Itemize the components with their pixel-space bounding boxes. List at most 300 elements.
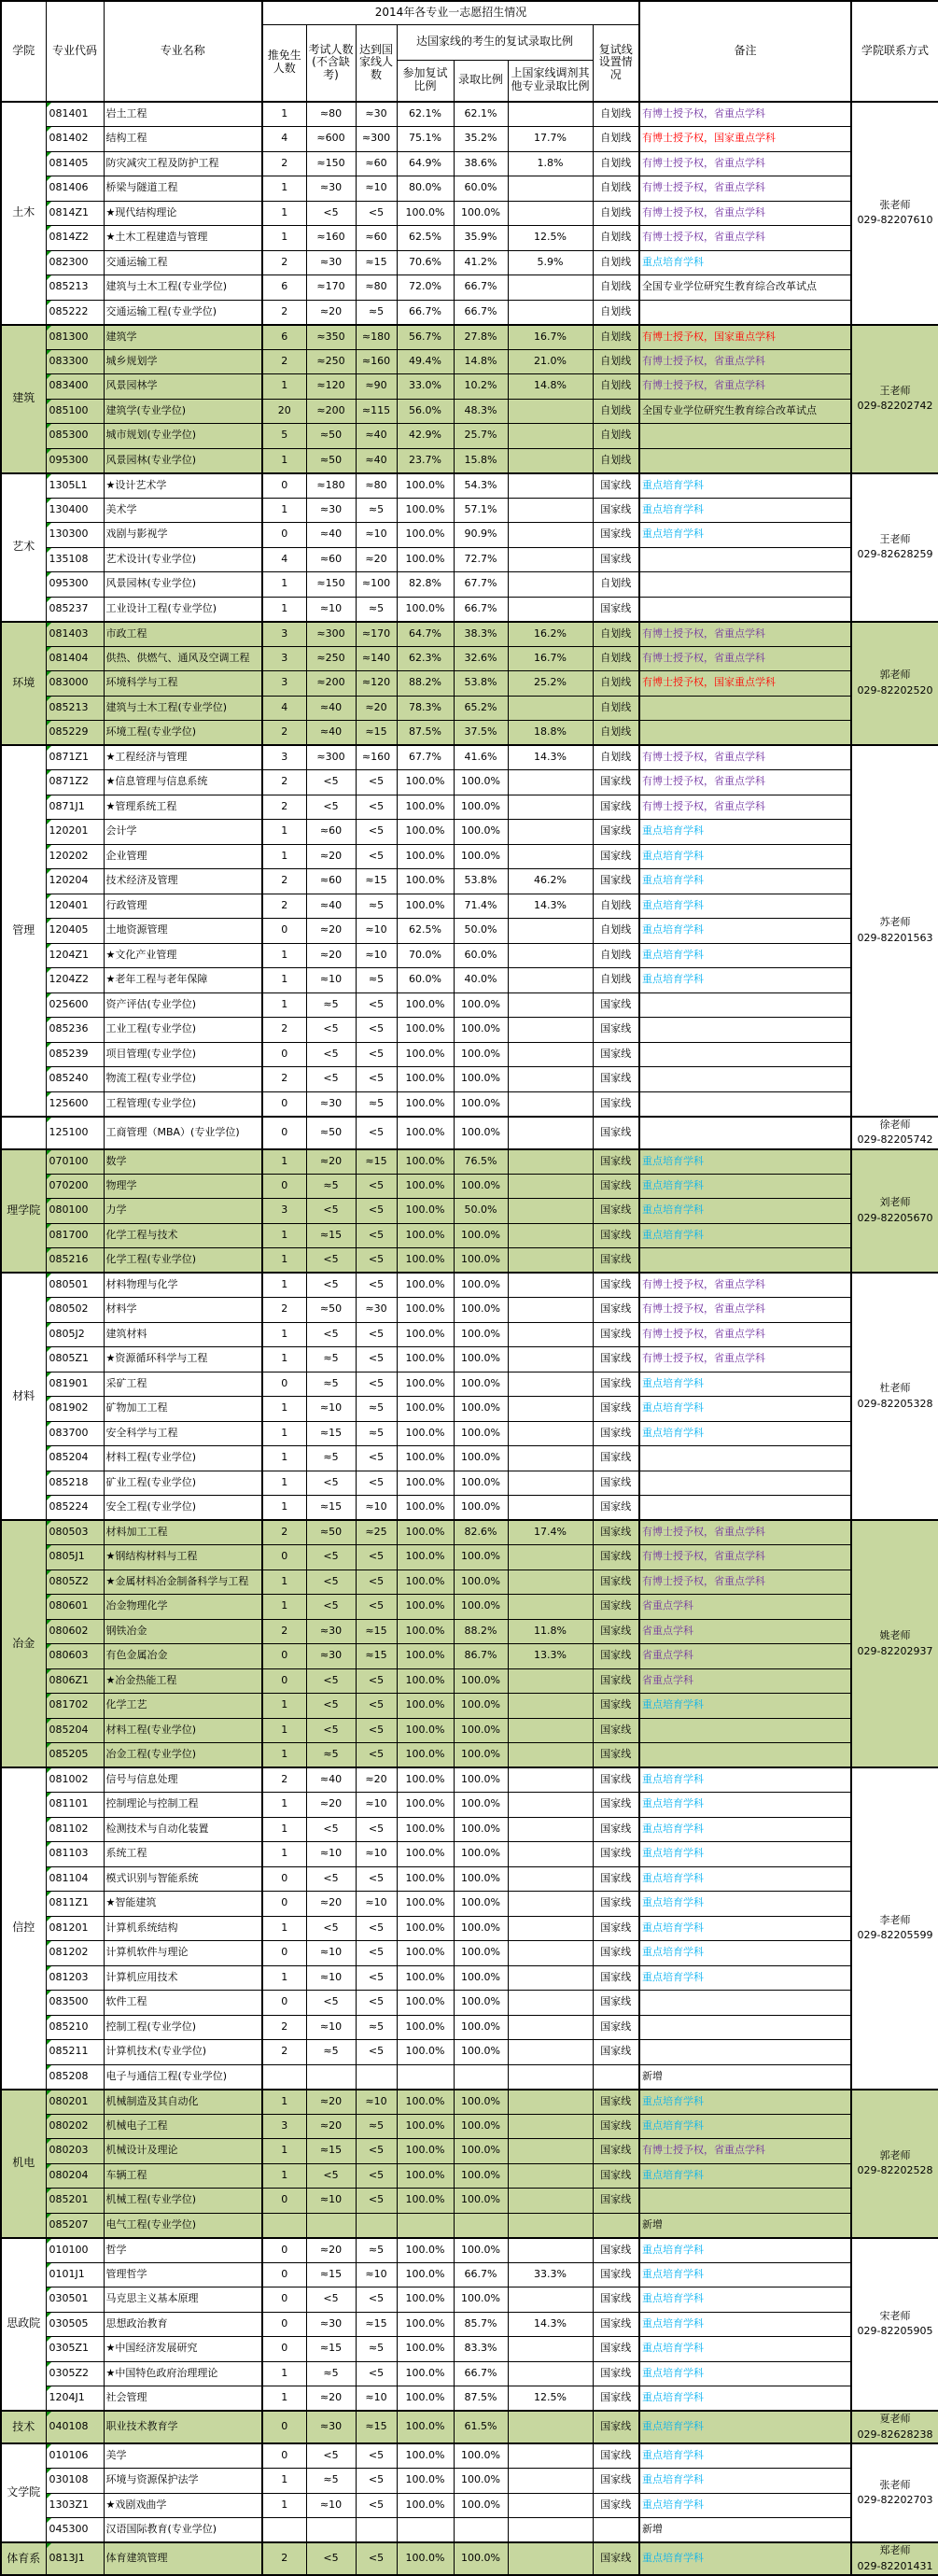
retest-ratio-cell: 100.0% — [397, 2114, 454, 2139]
major-code-cell: 125600 — [46, 1091, 104, 1117]
exam-count-cell: ≈50 — [306, 424, 356, 449]
retest-ratio-cell: 100.0% — [397, 1273, 454, 1298]
reach-line-count-cell: ≈15 — [356, 1619, 397, 1644]
note-triangle-icon — [47, 400, 51, 404]
table-row — [1, 374, 938, 400]
note-triangle-icon — [47, 2543, 51, 2548]
major-name-cell: 材料加工工程 — [104, 1520, 262, 1545]
note-triangle-icon — [47, 721, 51, 725]
admit-ratio-cell: 32.6% — [454, 646, 508, 671]
major-code-cell: 0814Z2 — [46, 226, 104, 251]
contact-cell — [851, 2542, 938, 2575]
tuimian-count-cell: 1 — [262, 1718, 306, 1743]
reach-line-count-cell: ≈10 — [356, 523, 397, 548]
admit-ratio-cell: 100.0% — [454, 2139, 508, 2164]
retest-ratio-cell: 100.0% — [397, 1248, 454, 1274]
major-code-cell: 081203 — [46, 1965, 104, 1991]
retest-ratio-cell: 100.0% — [397, 2163, 454, 2189]
line-type-cell: 自划线 — [593, 399, 639, 424]
major-name-cell: 行政管理 — [104, 894, 262, 919]
reach-line-count-cell: ≈5 — [356, 894, 397, 919]
remark-cell: 重点培育学科 — [639, 1421, 851, 1446]
line-type-cell: 国家线 — [593, 1174, 639, 1199]
remark-cell: 重点培育学科 — [639, 1397, 851, 1422]
table-row — [1, 1273, 938, 1298]
note-triangle-icon — [47, 1842, 51, 1847]
table-row — [1, 1767, 938, 1793]
admit-ratio-cell: 100.0% — [454, 1892, 508, 1917]
line-type-cell — [593, 2213, 639, 2238]
note-triangle-icon — [47, 2065, 51, 2070]
line-type-cell: 国家线 — [593, 1619, 639, 1644]
major-code-cell: 081901 — [46, 1372, 104, 1397]
remark-cell: 重点培育学科 — [639, 1892, 851, 1917]
remark-cell — [639, 1446, 851, 1471]
table-row — [1, 523, 938, 548]
admit-ratio-cell: 100.0% — [454, 770, 508, 795]
contact-phone: 029-82202703 — [857, 2494, 933, 2506]
admit-ratio-cell: 86.7% — [454, 1644, 508, 1669]
college-cell: 理学院 — [1, 1149, 46, 1274]
note-triangle-icon — [47, 671, 51, 676]
major-name-cell: 思想政治教育 — [104, 2312, 262, 2337]
major-code-cell: 030108 — [46, 2469, 104, 2494]
admit-ratio-cell: 88.2% — [454, 1619, 508, 1644]
reach-line-count-cell: <5 — [356, 1248, 397, 1274]
line-type-cell: 国家线 — [593, 1199, 639, 1224]
retest-ratio-cell: 75.1% — [397, 127, 454, 152]
retest-ratio-cell: 100.0% — [397, 894, 454, 919]
transfer-ratio-cell — [508, 2337, 593, 2362]
reach-line-count-cell: ≈40 — [356, 424, 397, 449]
major-code-cell: 085239 — [46, 1042, 104, 1067]
header-line-type: 复试线设置情况 — [593, 24, 639, 102]
note-triangle-icon — [47, 1422, 51, 1427]
major-name-cell: 矿业工程(专业学位) — [104, 1471, 262, 1496]
remark-cell: 省重点学科 — [639, 1619, 851, 1644]
remark-cell: 有博士授予权，省重点学科 — [639, 102, 851, 127]
major-name-cell: 汉语国际教育(专业学位) — [104, 2518, 262, 2543]
transfer-ratio-cell — [508, 523, 593, 548]
note-triangle-icon — [47, 2362, 51, 2367]
reach-line-count-cell: ≈120 — [356, 671, 397, 697]
college-cell: 土木 — [1, 102, 46, 325]
note-triangle-icon — [47, 2337, 51, 2342]
major-name-cell: 交通运输工程 — [104, 250, 262, 275]
exam-count-cell: ≈50 — [306, 1117, 356, 1149]
admit-ratio-cell: 100.0% — [454, 1595, 508, 1620]
note-triangle-icon — [47, 301, 51, 305]
admit-ratio-cell: 100.0% — [454, 1694, 508, 1719]
transfer-ratio-cell — [508, 1117, 593, 1149]
admit-ratio-cell: 100.0% — [454, 2090, 508, 2115]
reach-line-count-cell: <5 — [356, 2469, 397, 2494]
major-name-cell: 机械制造及其自动化 — [104, 2090, 262, 2115]
major-name-cell: ★土木工程建造与管理 — [104, 226, 262, 251]
transfer-ratio-cell: 17.4% — [508, 1520, 593, 1545]
major-code-cell: 120405 — [46, 919, 104, 944]
remark-cell: 有博士授予权，省重点学科 — [639, 1545, 851, 1570]
note-triangle-icon — [47, 1768, 51, 1773]
exam-count-cell: ≈15 — [306, 1223, 356, 1248]
major-name-cell: 材料物理与化学 — [104, 1273, 262, 1298]
major-code-cell: 083000 — [46, 671, 104, 697]
major-name-cell: 模式识别与智能系统 — [104, 1866, 262, 1892]
table-row — [1, 622, 938, 647]
major-name-cell: 企业管理 — [104, 844, 262, 869]
transfer-ratio-cell — [508, 1397, 593, 1422]
exam-count-cell: <5 — [306, 1694, 356, 1719]
major-name-cell: ★信息管理与信息系统 — [104, 770, 262, 795]
retest-ratio-cell: 60.0% — [397, 968, 454, 993]
major-name-cell: 管理哲学 — [104, 2262, 262, 2287]
tuimian-count-cell: 1 — [262, 992, 306, 1018]
major-name-cell: 电子与通信工程(专业学位) — [104, 2064, 262, 2090]
note-triangle-icon — [47, 226, 51, 231]
table-row — [1, 1892, 938, 1917]
admit-ratio-cell: 53.8% — [454, 671, 508, 697]
major-code-cell: 130300 — [46, 523, 104, 548]
transfer-ratio-cell: 12.5% — [508, 2386, 593, 2412]
retest-ratio-cell: 100.0% — [397, 1298, 454, 1323]
college-cell: 文学院 — [1, 2443, 46, 2542]
major-code-cell: 040108 — [46, 2411, 104, 2443]
reach-line-count-cell: ≈80 — [356, 275, 397, 301]
retest-ratio-cell: 100.0% — [397, 1149, 454, 1175]
table-row — [1, 325, 938, 350]
admit-ratio-cell: 66.7% — [454, 275, 508, 301]
exam-count-cell: ≈20 — [306, 1892, 356, 1917]
exam-count-cell: ≈20 — [306, 2090, 356, 2115]
note-triangle-icon — [47, 1067, 51, 1072]
contact-phone: 029-82628238 — [857, 2428, 933, 2441]
major-code-cell: 125100 — [46, 1117, 104, 1149]
note-triangle-icon — [47, 1719, 51, 1724]
remark-cell — [639, 572, 851, 598]
table-row — [1, 1866, 938, 1892]
exam-count-cell: ≈5 — [306, 1446, 356, 1471]
transfer-ratio-cell — [508, 1471, 593, 1496]
table-row — [1, 1644, 938, 1669]
retest-ratio-cell: 100.0% — [397, 1694, 454, 1719]
line-type-cell: 自划线 — [593, 102, 639, 127]
table-body — [1, 102, 938, 2575]
admit-ratio-cell: 100.0% — [454, 1446, 508, 1471]
reach-line-count-cell: ≈20 — [356, 547, 397, 572]
transfer-ratio-cell — [508, 1421, 593, 1446]
major-code-cell: 085222 — [46, 300, 104, 325]
major-name-cell: ★工程经济与管理 — [104, 745, 262, 770]
admit-ratio-cell: 35.9% — [454, 226, 508, 251]
exam-count-cell: ≈5 — [306, 2361, 356, 2386]
reach-line-count-cell: ≈90 — [356, 374, 397, 400]
table-row — [1, 547, 938, 572]
line-type-cell — [593, 2064, 639, 2090]
line-type-cell: 自划线 — [593, 374, 639, 400]
admit-ratio-cell: 54.3% — [454, 473, 508, 499]
contact-cell — [851, 1149, 938, 1274]
table-row — [1, 919, 938, 944]
exam-count-cell: ≈5 — [306, 1743, 356, 1768]
transfer-ratio-cell — [508, 201, 593, 226]
remark-cell: 重点培育学科 — [639, 869, 851, 894]
retest-ratio-cell: 100.0% — [397, 2493, 454, 2518]
admit-ratio-cell: 100.0% — [454, 2040, 508, 2065]
tuimian-count-cell: 2 — [262, 2015, 306, 2040]
remark-cell — [639, 2040, 851, 2065]
reach-line-count-cell: ≈140 — [356, 646, 397, 671]
retest-ratio-cell: 56.0% — [397, 399, 454, 424]
exam-count-cell: ≈600 — [306, 127, 356, 152]
remark-cell: 省重点学科 — [639, 1668, 851, 1694]
table-row — [1, 1965, 938, 1991]
reach-line-count-cell: <5 — [356, 1223, 397, 1248]
exam-count-cell: ≈30 — [306, 498, 356, 523]
remark-cell: 重点培育学科 — [639, 968, 851, 993]
remark-cell — [639, 1067, 851, 1092]
remark-cell — [639, 1718, 851, 1743]
note-triangle-icon — [47, 623, 51, 627]
transfer-ratio-cell — [508, 1793, 593, 1818]
remark-cell: 重点培育学科 — [639, 1767, 851, 1793]
major-name-cell: 物理学 — [104, 1174, 262, 1199]
table-row — [1, 1322, 938, 1347]
major-code-cell: 1204J1 — [46, 2386, 104, 2412]
header-row-1 — [1, 1, 938, 24]
contact-name: 王老师 — [879, 384, 911, 397]
reach-line-count-cell: ≈15 — [356, 2312, 397, 2337]
reach-line-count-cell: ≈20 — [356, 696, 397, 721]
tuimian-count-cell: 1 — [262, 374, 306, 400]
tuimian-count-cell: 1 — [262, 597, 306, 622]
note-triangle-icon — [47, 1595, 51, 1599]
contact-name: 张老师 — [879, 198, 911, 211]
retest-ratio-cell: 64.7% — [397, 622, 454, 647]
admit-ratio-cell: 100.0% — [454, 1018, 508, 1043]
transfer-ratio-cell — [508, 943, 593, 968]
note-triangle-icon — [47, 1323, 51, 1328]
major-name-cell: 冶金物理化学 — [104, 1595, 262, 1620]
line-type-cell: 国家线 — [593, 523, 639, 548]
table-row — [1, 151, 938, 176]
remark-cell: 有博士授予权，省重点学科 — [639, 1322, 851, 1347]
note-triangle-icon — [47, 894, 51, 899]
table-row — [1, 1018, 938, 1043]
admit-ratio-cell: 66.7% — [454, 2361, 508, 2386]
major-name-cell: 桥梁与隧道工程 — [104, 176, 262, 202]
remark-cell: 有博士授予权，省重点学科 — [639, 226, 851, 251]
college-cell: 信控 — [1, 1767, 46, 2090]
major-code-cell: 083300 — [46, 349, 104, 374]
admit-ratio-cell: 25.7% — [454, 424, 508, 449]
tuimian-count-cell: 0 — [262, 2287, 306, 2313]
note-triangle-icon — [47, 1298, 51, 1302]
line-type-cell: 国家线 — [593, 1965, 639, 1991]
tuimian-count-cell: 1 — [262, 1446, 306, 1471]
transfer-ratio-cell — [508, 1347, 593, 1372]
note-triangle-icon — [47, 1043, 51, 1048]
major-code-cell: 081902 — [46, 1397, 104, 1422]
line-type-cell: 自划线 — [593, 275, 639, 301]
reach-line-count-cell: ≈5 — [356, 498, 397, 523]
contact-phone: 029-82202937 — [857, 1644, 933, 1657]
note-triangle-icon — [47, 2090, 51, 2095]
retest-ratio-cell — [397, 2518, 454, 2543]
remark-cell: 有博士授予权，省重点学科 — [639, 1298, 851, 1323]
retest-ratio-cell: 100.0% — [397, 2411, 454, 2443]
tuimian-count-cell: 20 — [262, 399, 306, 424]
major-code-cell: 0805Z2 — [46, 1570, 104, 1595]
line-type-cell: 自划线 — [593, 894, 639, 919]
note-triangle-icon — [47, 548, 51, 553]
tuimian-count-cell: 5 — [262, 424, 306, 449]
retest-ratio-cell: 70.6% — [397, 250, 454, 275]
admit-ratio-cell: 57.1% — [454, 498, 508, 523]
retest-ratio-cell: 100.0% — [397, 1619, 454, 1644]
major-name-cell: 化学工艺 — [104, 1694, 262, 1719]
admit-ratio-cell: 100.0% — [454, 1067, 508, 1092]
remark-cell: 重点培育学科 — [639, 1694, 851, 1719]
reach-line-count-cell: ≈5 — [356, 1091, 397, 1117]
tuimian-count-cell: 2 — [262, 770, 306, 795]
major-name-cell: 化学工程与技术 — [104, 1223, 262, 1248]
admit-ratio-cell: 100.0% — [454, 2238, 508, 2263]
remark-cell: 有博士授予权，省重点学科 — [639, 745, 851, 770]
tuimian-count-cell: 0 — [262, 1941, 306, 1966]
note-triangle-icon — [47, 572, 51, 577]
major-name-cell: 安全工程(专业学位) — [104, 1496, 262, 1521]
tuimian-count-cell: 1 — [262, 226, 306, 251]
transfer-ratio-cell: 16.7% — [508, 646, 593, 671]
reach-line-count-cell: ≈5 — [356, 1421, 397, 1446]
table-row — [1, 1668, 938, 1694]
transfer-ratio-cell: 16.7% — [508, 325, 593, 350]
major-name-cell: 建筑与土木工程(专业学位) — [104, 275, 262, 301]
major-name-cell: 美术学 — [104, 498, 262, 523]
line-type-cell: 自划线 — [593, 448, 639, 473]
transfer-ratio-cell — [508, 1298, 593, 1323]
header-tuimian-count: 推免生人数 — [262, 24, 306, 102]
retest-ratio-cell: 100.0% — [397, 1471, 454, 1496]
tuimian-count-cell: 2 — [262, 151, 306, 176]
major-code-cell: 081702 — [46, 1694, 104, 1719]
major-name-cell: 工商管理（MBA）(专业学位) — [104, 1117, 262, 1149]
line-type-cell: 国家线 — [593, 2542, 639, 2575]
line-type-cell: 国家线 — [593, 1743, 639, 1768]
contact-name: 宋老师 — [879, 2309, 911, 2322]
reach-line-count-cell: <5 — [356, 2040, 397, 2065]
retest-ratio-cell: 100.0% — [397, 1446, 454, 1471]
contact-cell — [851, 1767, 938, 2090]
major-name-cell: 哲学 — [104, 2238, 262, 2263]
major-code-cell: 095300 — [46, 448, 104, 473]
table-row — [1, 1174, 938, 1199]
header-title-2014: 2014年各专业一志愿招生情况 — [262, 1, 639, 24]
exam-count-cell: ≈5 — [306, 2040, 356, 2065]
exam-count-cell: ≈10 — [306, 1941, 356, 1966]
table-row — [1, 349, 938, 374]
tuimian-count-cell: 1 — [262, 1965, 306, 1991]
exam-count-cell: ≈5 — [306, 2469, 356, 2494]
exam-count-cell: ≈10 — [306, 1965, 356, 1991]
exam-count-cell: ≈20 — [306, 943, 356, 968]
remark-cell: 重点培育学科 — [639, 2114, 851, 2139]
line-type-cell: 国家线 — [593, 869, 639, 894]
line-type-cell: 国家线 — [593, 597, 639, 622]
admit-ratio-cell: 100.0% — [454, 1767, 508, 1793]
admit-ratio-cell: 66.7% — [454, 300, 508, 325]
tuimian-count-cell: 1 — [262, 102, 306, 127]
major-name-cell: 建筑材料 — [104, 1322, 262, 1347]
transfer-ratio-cell — [508, 498, 593, 523]
exam-count-cell: ≈5 — [306, 1372, 356, 1397]
retest-ratio-cell: 100.0% — [397, 2040, 454, 2065]
reach-line-count-cell: <5 — [356, 1817, 397, 1842]
remark-cell: 有博士授予权，国家重点学科 — [639, 127, 851, 152]
reach-line-count-cell: ≈5 — [356, 2238, 397, 2263]
contact-cell — [851, 745, 938, 1117]
table-row — [1, 250, 938, 275]
note-triangle-icon — [47, 202, 51, 206]
retest-ratio-cell: 78.3% — [397, 696, 454, 721]
transfer-ratio-cell — [508, 1694, 593, 1719]
contact-name: 郑老师 — [879, 2544, 911, 2556]
note-triangle-icon — [47, 2040, 51, 2045]
remark-cell — [639, 1042, 851, 1067]
contact-phone: 029-82205599 — [857, 1929, 933, 1942]
transfer-ratio-cell — [508, 770, 593, 795]
note-triangle-icon — [47, 944, 51, 949]
transfer-ratio-cell — [508, 2518, 593, 2543]
transfer-ratio-cell: 1.8% — [508, 151, 593, 176]
line-type-cell: 国家线 — [593, 547, 639, 572]
reach-line-count-cell: <5 — [356, 1965, 397, 1991]
major-code-cell: 085208 — [46, 2064, 104, 2090]
retest-ratio-cell — [397, 2064, 454, 2090]
note-triangle-icon — [47, 103, 51, 107]
line-type-cell: 国家线 — [593, 1570, 639, 1595]
major-name-cell: 资产评估(专业学位) — [104, 992, 262, 1018]
note-triangle-icon — [47, 1941, 51, 1946]
retest-ratio-cell: 87.5% — [397, 721, 454, 746]
line-type-cell: 国家线 — [593, 2040, 639, 2065]
note-triangle-icon — [47, 523, 51, 528]
transfer-ratio-cell: 25.2% — [508, 671, 593, 697]
line-type-cell: 自划线 — [593, 300, 639, 325]
table-row — [1, 1372, 938, 1397]
line-type-cell — [593, 2518, 639, 2543]
line-type-cell: 自划线 — [593, 572, 639, 598]
exam-count-cell: ≈60 — [306, 869, 356, 894]
retest-ratio-cell: 100.0% — [397, 1866, 454, 1892]
remark-cell: 省重点学科 — [639, 1644, 851, 1669]
remark-cell: 重点培育学科 — [639, 2238, 851, 2263]
exam-count-cell: <5 — [306, 2443, 356, 2469]
line-type-cell: 国家线 — [593, 1644, 639, 1669]
transfer-ratio-cell — [508, 300, 593, 325]
line-type-cell: 国家线 — [593, 1397, 639, 1422]
major-name-cell: 城乡规划学 — [104, 349, 262, 374]
note-triangle-icon — [47, 1372, 51, 1377]
admit-ratio-cell: 66.7% — [454, 2262, 508, 2287]
tuimian-count-cell: 1 — [262, 2139, 306, 2164]
line-type-cell: 国家线 — [593, 1042, 639, 1067]
retest-ratio-cell: 100.0% — [397, 1718, 454, 1743]
remark-cell: 全国专业学位研究生教育综合改革试点 — [639, 275, 851, 301]
reach-line-count-cell: ≈10 — [356, 176, 397, 202]
contact-phone: 029-82202520 — [857, 683, 933, 697]
major-name-cell: 安全科学与工程 — [104, 1421, 262, 1446]
